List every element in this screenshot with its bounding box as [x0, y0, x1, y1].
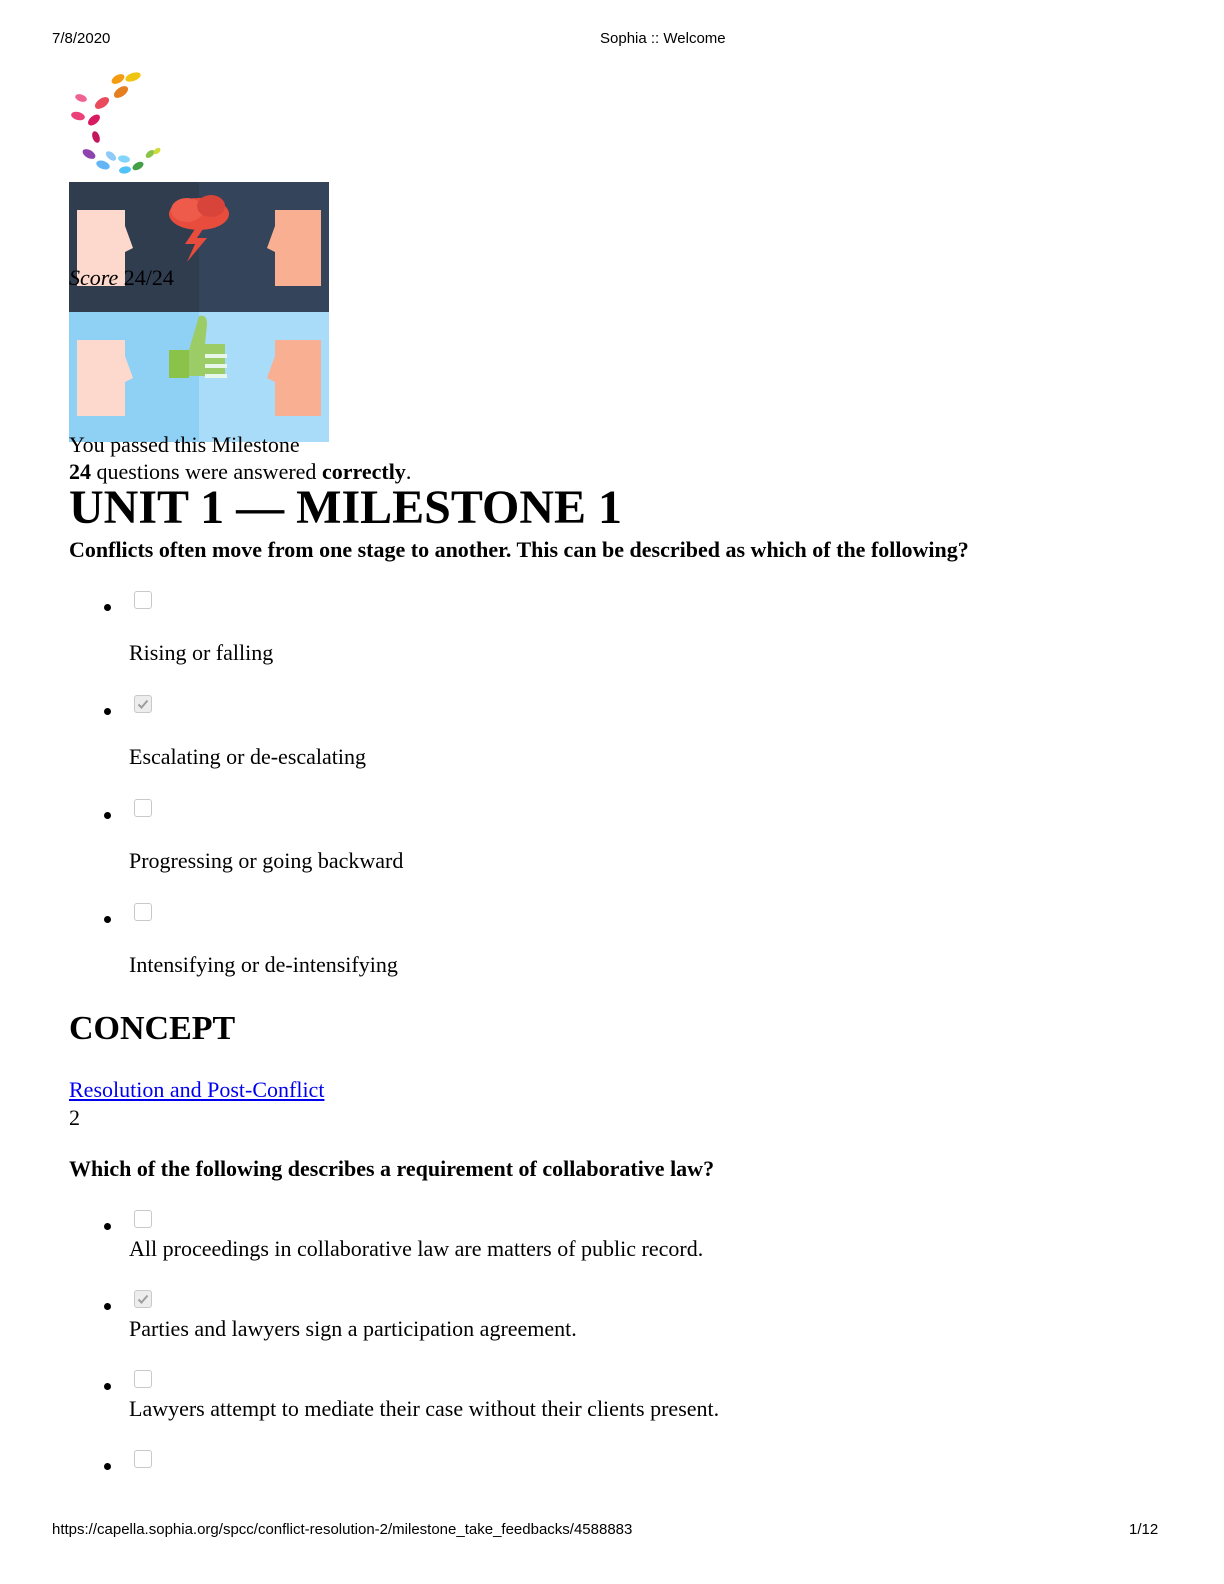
question-number: 2 — [69, 1105, 80, 1130]
answer-checkbox[interactable] — [134, 591, 152, 609]
print-page-title: Sophia :: Welcome — [600, 30, 726, 47]
answer-checkbox[interactable] — [134, 1210, 152, 1228]
sophia-logo-icon — [66, 66, 168, 178]
answer-checkbox[interactable] — [134, 903, 152, 921]
answer-checkbox[interactable] — [134, 799, 152, 817]
bullet — [104, 1223, 111, 1230]
option-label: Escalating or de-escalating — [129, 744, 367, 769]
bullet — [104, 1463, 111, 1470]
correct-count-middle: questions were answered — [91, 459, 322, 484]
score-value: 24/24 — [123, 265, 174, 290]
option-label: Rising or falling — [129, 640, 274, 665]
bullet — [104, 1383, 111, 1390]
bullet — [104, 604, 111, 611]
option-label: Progressing or going backward — [129, 848, 404, 873]
correct-count: 24 — [69, 459, 91, 484]
answer-checkbox-checked[interactable] — [134, 695, 152, 713]
checkmark-icon — [135, 1291, 151, 1307]
passed-message: You passed this Milestone — [69, 432, 300, 457]
conflict-resolution-illustration — [69, 182, 329, 442]
bullet — [104, 1303, 111, 1310]
print-date: 7/8/2020 — [52, 30, 111, 47]
bullet — [104, 916, 111, 923]
milestone-title: UNIT 1 — MILESTONE 1 — [69, 481, 623, 534]
checkmark-icon — [135, 696, 151, 712]
correct-count-end: . — [405, 459, 412, 484]
question-1-text: Conflicts often move from one stage to another. This can be described as which of the following? — [69, 537, 969, 562]
bullet — [104, 812, 111, 819]
option-label: Intensifying or de-intensifying — [129, 952, 398, 977]
score-display — [69, 265, 174, 291]
answer-checkbox[interactable] — [134, 1450, 152, 1468]
correct-emphasis: correctly — [321, 459, 406, 484]
answer-checkbox-checked[interactable] — [134, 1290, 152, 1308]
concept-link[interactable]: Resolution and Post-Conflict — [69, 1077, 325, 1102]
score-label: Score — [69, 265, 119, 290]
concept-heading: CONCEPT — [69, 1010, 236, 1047]
option-label: Parties and lawyers sign a participation agreement. — [129, 1316, 577, 1341]
option-label: Lawyers attempt to mediate their case without their clients present. — [129, 1396, 720, 1421]
bullet — [104, 708, 111, 715]
page-number: 1/12 — [1129, 1521, 1159, 1538]
answer-checkbox[interactable] — [134, 1370, 152, 1388]
question-2-text: Which of the following describes a requirement of collaborative law? — [69, 1156, 715, 1181]
option-label: All proceedings in collaborative law are matters of public record. — [129, 1236, 704, 1261]
print-url: https://capella.sophia.org/spcc/conflict-resolution-2/milestone_take_feedbacks/4588883 — [52, 1521, 633, 1538]
